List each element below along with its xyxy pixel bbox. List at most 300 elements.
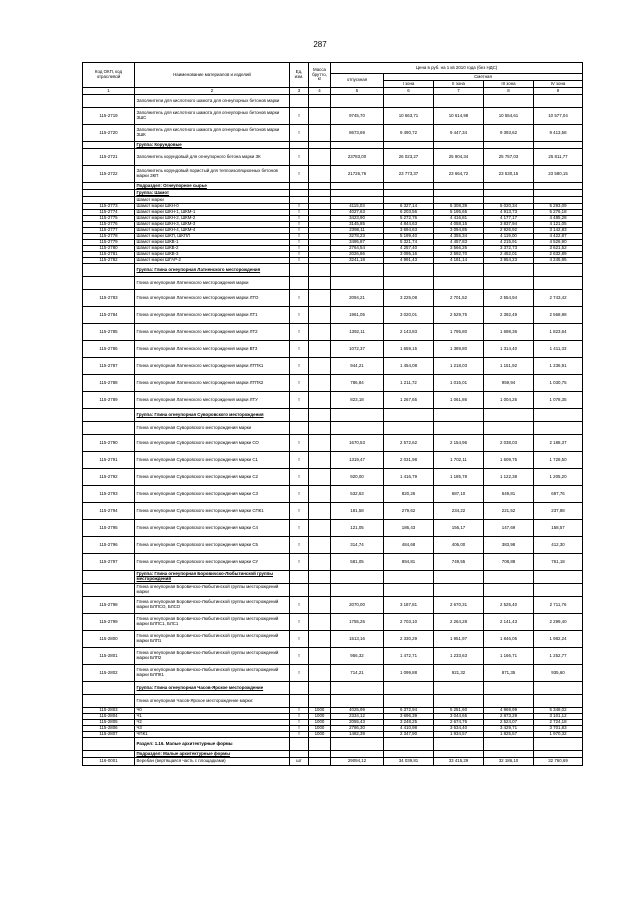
- row-price-zone-1: [384, 190, 434, 197]
- row-mass: [309, 584, 331, 597]
- row-price-zone-1: 1 099,88: [384, 665, 434, 682]
- row-price-release: 786,84: [331, 375, 384, 392]
- row-mass: [309, 358, 331, 375]
- row-price-zone-4: 697,76: [534, 486, 583, 503]
- row-name: Глина огнеупорная Суворовского месторождения марки С1: [135, 452, 290, 469]
- row-unit: т: [290, 537, 309, 554]
- row-price-zone-1: [384, 183, 434, 190]
- row-price-zone-3: 4 913,73: [484, 210, 534, 216]
- row-price-zone-1: 4 257,40: [384, 246, 434, 252]
- row-price-zone-1: 4 844,63: [384, 222, 434, 228]
- row-price-zone-3: [484, 738, 534, 751]
- row-code: [83, 584, 135, 597]
- row-price-zone-2: [434, 95, 484, 108]
- row-name: Глина огнеупорная Латненского месторождения марки ЛТ1: [135, 307, 290, 324]
- row-code: 115-2787: [83, 358, 135, 375]
- row-code: 115-2803: [83, 708, 135, 714]
- header-zone-1: I зона: [384, 81, 434, 88]
- row-unit: [290, 682, 309, 695]
- row-price-zone-2: 5 195,65: [434, 210, 484, 216]
- header-zone-4: IV зона: [534, 81, 583, 88]
- row-price-release: [331, 409, 384, 422]
- row-price-release: 1482,39: [331, 732, 384, 738]
- row-unit: т: [290, 726, 309, 732]
- row-price-zone-4: [534, 142, 583, 149]
- row-name: Глина огнеупорная Суворовского месторождения марки СО: [135, 435, 290, 452]
- table-row: [83, 125, 583, 142]
- row-price-zone-3: 2 038,03: [484, 435, 534, 452]
- column-index: 6: [384, 88, 434, 95]
- row-price-zone-2: [434, 695, 484, 708]
- row-price-zone-1: 6 203,56: [384, 210, 434, 216]
- row-mass: [309, 520, 331, 537]
- row-code: 115-2805: [83, 720, 135, 726]
- table-row: [83, 341, 583, 358]
- row-price-zone-2: 1 934,57: [434, 732, 484, 738]
- table-row: [83, 571, 583, 584]
- row-price-release: 181,58: [331, 503, 384, 520]
- row-price-zone-3: 4 119,00: [484, 234, 534, 240]
- row-code: 115-2782: [83, 258, 135, 264]
- row-price-zone-1: 4 991,43: [384, 258, 434, 264]
- row-mass: [309, 125, 331, 142]
- row-price-release: 1072,37: [331, 341, 384, 358]
- row-price-release: 3145,85: [331, 222, 384, 228]
- table-row: [83, 95, 583, 108]
- row-price-zone-4: 1 252,77: [534, 648, 583, 665]
- row-code: 115-2777: [83, 228, 135, 234]
- row-unit: т: [290, 520, 309, 537]
- header-unit: Ед. изм.: [290, 63, 309, 88]
- row-price-zone-4: 4 245,95: [534, 258, 583, 264]
- row-code: 115-2784: [83, 307, 135, 324]
- row-price-zone-3: 1 609,75: [484, 452, 534, 469]
- row-unit: т: [290, 108, 309, 125]
- row-price-release: [331, 584, 384, 597]
- column-index: 2: [135, 88, 290, 95]
- row-price-zone-3: 1 698,36: [484, 324, 534, 341]
- row-name: Группа: Корундовые: [135, 142, 290, 149]
- row-price-zone-4: [534, 264, 583, 277]
- row-price-zone-4: 2 188,37: [534, 435, 583, 452]
- row-price-zone-4: 5 348,02: [534, 708, 583, 714]
- row-price-zone-1: [384, 695, 434, 708]
- row-name: Подраздел: Малые архитектурные формы: [135, 751, 290, 758]
- row-mass: [309, 95, 331, 108]
- row-price-zone-3: [484, 422, 534, 435]
- row-price-zone-4: 5 276,18: [534, 210, 583, 216]
- row-unit: т: [290, 452, 309, 469]
- row-code: 116-0001: [83, 758, 135, 766]
- row-price-zone-2: 23 664,72: [434, 166, 484, 183]
- row-price-zone-1: 3 095,16: [384, 252, 434, 258]
- row-name: Глина огнеупорная Латненского месторождения марки ВТ3: [135, 341, 290, 358]
- row-price-release: [331, 95, 384, 108]
- table-row: [83, 190, 583, 197]
- row-price-zone-1: 6 327,14: [384, 204, 434, 210]
- row-price-zone-2: 687,10: [434, 486, 484, 503]
- row-price-zone-1: 4 410,98: [384, 726, 434, 732]
- row-price-zone-4: 761,18: [534, 554, 583, 571]
- row-price-zone-3: [484, 95, 534, 108]
- row-price-zone-2: 3 044,65: [434, 714, 484, 720]
- row-unit: т: [290, 648, 309, 665]
- row-unit: т: [290, 341, 309, 358]
- row-price-zone-2: 5 308,39: [434, 204, 484, 210]
- row-price-release: 4027,63: [331, 210, 384, 216]
- row-price-zone-3: 708,88: [484, 554, 534, 571]
- row-mass: [309, 422, 331, 435]
- row-price-zone-4: [534, 190, 583, 197]
- row-code: 115-2791: [83, 452, 135, 469]
- row-price-zone-3: 3 837,94: [484, 222, 534, 228]
- row-price-zone-4: 1 411,33: [534, 341, 583, 358]
- row-name: Глина огнеупорная Латненского месторождения марки ЛТО: [135, 290, 290, 307]
- row-price-release: 1961,05: [331, 307, 384, 324]
- row-mass: [309, 392, 331, 409]
- row-code: [83, 571, 135, 584]
- column-index: 4: [309, 88, 331, 95]
- row-price-zone-2: [434, 277, 484, 290]
- row-price-zone-4: 3 142,83: [534, 228, 583, 234]
- header-release: отпускная: [331, 74, 384, 88]
- row-price-release: 1319,47: [331, 452, 384, 469]
- row-price-release: 3241,18: [331, 258, 384, 264]
- row-mass: [309, 695, 331, 708]
- row-price-zone-2: 2 529,75: [434, 307, 484, 324]
- page-number: 287: [313, 40, 327, 49]
- table-row: [83, 358, 583, 375]
- header-zone-2: II зона: [434, 81, 484, 88]
- row-price-release: [331, 751, 384, 758]
- row-price-zone-1: 186,43: [384, 520, 434, 537]
- row-price-zone-3: 2 926,92: [484, 228, 534, 234]
- row-code: 115-2722: [83, 166, 135, 183]
- row-price-zone-2: [434, 142, 484, 149]
- row-unit: т: [290, 631, 309, 648]
- row-code: [83, 682, 135, 695]
- row-unit: т: [290, 597, 309, 614]
- row-unit: т: [290, 240, 309, 246]
- row-price-zone-3: 3 954,23: [484, 258, 534, 264]
- row-code: [83, 197, 135, 204]
- column-index: 5: [331, 88, 384, 95]
- row-code: 115-2786: [83, 341, 135, 358]
- row-price-zone-2: 4 416,81: [434, 216, 484, 222]
- table-row: [83, 422, 583, 435]
- row-name: Глина огнеупорная Часов-Ярское месторождение марки:: [135, 695, 290, 708]
- row-price-zone-3: [484, 571, 534, 584]
- row-price-zone-4: 3 701,83: [534, 726, 583, 732]
- row-code: 115-2792: [83, 469, 135, 486]
- row-price-zone-2: [434, 422, 484, 435]
- row-mass: [309, 264, 331, 277]
- row-unit: т: [290, 714, 309, 720]
- row-mass: [309, 409, 331, 422]
- row-price-release: 2334,12: [331, 714, 384, 720]
- row-price-release: [331, 264, 384, 277]
- row-price-zone-4: 32 760,69: [534, 758, 583, 766]
- row-name: Шамот марки ШКВ-3: [135, 252, 290, 258]
- row-price-release: 2055,43: [331, 720, 384, 726]
- row-unit: т: [290, 216, 309, 222]
- row-price-zone-3: 25 757,03: [484, 149, 534, 166]
- row-price-zone-2: 1 185,78: [434, 469, 484, 486]
- row-mass: [309, 554, 331, 571]
- row-price-zone-2: 3 566,26: [434, 246, 484, 252]
- row-code: 115-2774: [83, 210, 135, 216]
- row-mass: [309, 682, 331, 695]
- row-mass: [309, 758, 331, 766]
- row-mass: [309, 648, 331, 665]
- table-row: [83, 695, 583, 708]
- row-mass: 1000: [309, 726, 331, 732]
- row-mass: [309, 166, 331, 183]
- row-price-zone-2: [434, 190, 484, 197]
- row-mass: [309, 197, 331, 204]
- row-price-zone-1: [384, 409, 434, 422]
- row-name: Заполнитель для кислотного шамота для огнеупорных бетонов марки ЗШС: [135, 108, 290, 125]
- row-price-release: 29094,12: [331, 758, 384, 766]
- row-price-zone-3: 1 846,05: [484, 631, 534, 648]
- row-price-release: 8673,69: [331, 125, 384, 142]
- row-price-zone-3: 649,81: [484, 486, 534, 503]
- row-price-zone-4: 25 811,77: [534, 149, 583, 166]
- row-mass: [309, 452, 331, 469]
- table-row: [83, 452, 583, 469]
- row-code: 115-2793: [83, 486, 135, 503]
- table-row: [83, 758, 583, 766]
- row-price-release: 581,05: [331, 554, 384, 571]
- row-price-zone-1: 2 703,10: [384, 614, 434, 631]
- row-code: [83, 190, 135, 197]
- row-price-zone-3: 221,52: [484, 503, 534, 520]
- row-name: Глина огнеупорная Суворовского месторождения марки С2: [135, 469, 290, 486]
- row-price-zone-1: 3 020,01: [384, 307, 434, 324]
- row-price-release: 3278,23: [331, 234, 384, 240]
- row-code: 115-2790: [83, 435, 135, 452]
- row-price-zone-3: [484, 197, 534, 204]
- row-price-zone-4: [534, 183, 583, 190]
- row-mass: [309, 597, 331, 614]
- row-price-zone-4: 1 205,20: [534, 469, 583, 486]
- row-price-zone-1: 894,81: [384, 554, 434, 571]
- row-price-release: [331, 277, 384, 290]
- row-price-zone-4: 5 293,09: [534, 204, 583, 210]
- row-price-zone-3: [484, 695, 534, 708]
- row-price-release: 2094,21: [331, 290, 384, 307]
- row-price-zone-1: 23 773,37: [384, 166, 434, 183]
- row-code: 115-2721: [83, 149, 135, 166]
- row-unit: шт: [290, 758, 309, 766]
- row-price-zone-4: [534, 571, 583, 584]
- row-price-zone-1: 1 454,08: [384, 358, 434, 375]
- row-mass: [309, 738, 331, 751]
- table-row: [83, 738, 583, 751]
- row-unit: т: [290, 324, 309, 341]
- row-price-zone-4: 2 711,76: [534, 597, 583, 614]
- row-price-release: [331, 197, 384, 204]
- row-mass: [309, 751, 331, 758]
- row-price-zone-4: 158,57: [534, 520, 583, 537]
- row-name: ЧПК1: [135, 732, 290, 738]
- row-price-release: 2764,54: [331, 246, 384, 252]
- row-price-release: 532,63: [331, 486, 384, 503]
- row-unit: [290, 738, 309, 751]
- row-price-zone-3: 1 314,40: [484, 341, 534, 358]
- row-mass: [309, 324, 331, 341]
- row-price-zone-1: [384, 751, 434, 758]
- row-price-zone-1: 2 572,62: [384, 435, 434, 452]
- table-row: [83, 375, 583, 392]
- row-code: [83, 695, 135, 708]
- row-code: [83, 142, 135, 149]
- row-price-release: 1755,26: [331, 614, 384, 631]
- row-name: Заполнители для кислотного шамота для огнеупорных бетонов марки: [135, 95, 290, 108]
- row-unit: [290, 190, 309, 197]
- row-price-zone-3: [484, 584, 534, 597]
- row-price-release: 314,74: [331, 537, 384, 554]
- row-name: Глина огнеупорная Боровичско-Любытинской группы месторождений марки БЛП1: [135, 631, 290, 648]
- row-code: [83, 264, 135, 277]
- row-price-release: 21726,76: [331, 166, 384, 183]
- row-price-zone-4: [534, 197, 583, 204]
- row-unit: т: [290, 708, 309, 714]
- row-price-zone-1: 1 267,65: [384, 392, 434, 409]
- row-price-zone-2: 2 264,28: [434, 614, 484, 631]
- table-row: [83, 631, 583, 648]
- row-price-zone-2: 1 702,11: [434, 452, 484, 469]
- row-name: Заполнитель корундовый для огнеупорного бетона марки ЗК: [135, 149, 290, 166]
- row-price-zone-3: 1 166,71: [484, 648, 534, 665]
- row-price-release: 3495,87: [331, 240, 384, 246]
- row-unit: [290, 264, 309, 277]
- row-price-zone-3: 2 554,94: [484, 290, 534, 307]
- row-price-zone-3: [484, 142, 534, 149]
- table-row: [83, 392, 583, 409]
- row-price-zone-3: 2 525,40: [484, 597, 534, 614]
- row-price-release: 4025,99: [331, 708, 384, 714]
- row-price-zone-3: [484, 264, 534, 277]
- row-price-release: [331, 142, 384, 149]
- row-price-zone-2: 3 634,40: [434, 726, 484, 732]
- row-price-zone-1: 820,26: [384, 486, 434, 503]
- row-code: 115-2801: [83, 648, 135, 665]
- row-price-zone-4: [534, 409, 583, 422]
- row-mass: [309, 435, 331, 452]
- row-price-zone-3: 10 554,61: [484, 108, 534, 125]
- row-price-zone-1: [384, 197, 434, 204]
- row-name: Шамот марки ШКВ-2: [135, 246, 290, 252]
- column-index-row: [83, 88, 583, 95]
- row-unit: т: [290, 358, 309, 375]
- row-price-zone-4: 2 568,98: [534, 307, 583, 324]
- row-price-zone-1: 3 694,63: [384, 228, 434, 234]
- row-price-zone-2: 921,32: [434, 665, 484, 682]
- row-mass: [309, 149, 331, 166]
- row-price-zone-2: 2 674,76: [434, 720, 484, 726]
- row-price-zone-4: [534, 277, 583, 290]
- row-price-zone-4: [534, 95, 583, 108]
- row-code: 115-2783: [83, 290, 135, 307]
- row-price-zone-1: 3 187,81: [384, 597, 434, 614]
- row-unit: [290, 409, 309, 422]
- row-price-release: [331, 190, 384, 197]
- row-price-zone-3: 383,98: [484, 537, 534, 554]
- row-price-zone-4: 4 485,28: [534, 216, 583, 222]
- row-price-release: 1392,11: [331, 324, 384, 341]
- row-price-zone-2: 2 701,52: [434, 290, 484, 307]
- row-price-release: 2398,11: [331, 228, 384, 234]
- row-name: Глина огнеупорная Боровичско-Любытинской группы месторождений марки БЛПС1, БЛС1: [135, 614, 290, 631]
- row-price-zone-3: [484, 409, 534, 422]
- row-name: Веребан (вертящаяся часть с площадками): [135, 758, 290, 766]
- row-name: Шамот марки ШКВ-1: [135, 240, 290, 246]
- row-unit: т: [290, 503, 309, 520]
- row-unit: т: [290, 222, 309, 228]
- row-unit: [290, 584, 309, 597]
- row-unit: т: [290, 125, 309, 142]
- table-row: [83, 307, 583, 324]
- row-name: Шамот марки ШКН-3, ШКМ-3: [135, 222, 290, 228]
- row-mass: 1000: [309, 708, 331, 714]
- row-price-zone-4: 4 422,87: [534, 234, 583, 240]
- row-price-zone-3: 1 825,57: [484, 732, 534, 738]
- row-price-zone-2: 4 355,34: [434, 234, 484, 240]
- row-price-zone-1: 34 039,81: [384, 758, 434, 766]
- row-code: 115-2804: [83, 714, 135, 720]
- row-unit: т: [290, 166, 309, 183]
- row-name: Раздел: 1.16. Малые архитектурные формы: [135, 738, 290, 751]
- row-price-zone-2: 10 614,98: [434, 108, 484, 125]
- row-name: Глина огнеупорная Суворовского месторождения марки СПК1: [135, 503, 290, 520]
- row-code: 115-2781: [83, 252, 135, 258]
- row-price-zone-4: 2 724,18: [534, 720, 583, 726]
- row-price-zone-4: 2 299,40: [534, 614, 583, 631]
- row-code: 115-2796: [83, 537, 135, 554]
- row-price-zone-1: 10 663,71: [384, 108, 434, 125]
- row-unit: т: [290, 252, 309, 258]
- row-price-zone-4: 4 526,90: [534, 240, 583, 246]
- row-mass: [309, 503, 331, 520]
- row-price-zone-2: 1 389,80: [434, 341, 484, 358]
- row-price-zone-4: 237,88: [534, 503, 583, 520]
- row-price-zone-1: [384, 738, 434, 751]
- row-code: 115-2785: [83, 324, 135, 341]
- row-price-zone-2: 25 904,34: [434, 149, 484, 166]
- row-price-zone-3: 147,69: [484, 520, 534, 537]
- row-code: 115-2807: [83, 732, 135, 738]
- row-name: Шамот марки ШГАР-2: [135, 258, 290, 264]
- row-unit: т: [290, 486, 309, 503]
- row-price-zone-1: [384, 422, 434, 435]
- row-mass: [309, 142, 331, 149]
- row-price-zone-1: [384, 264, 434, 277]
- row-price-zone-2: 4 181,14: [434, 258, 484, 264]
- row-price-release: [331, 571, 384, 584]
- row-price-zone-4: 9 413,58: [534, 125, 583, 142]
- table-row: [83, 324, 583, 341]
- row-price-zone-2: [434, 584, 484, 597]
- row-code: [83, 95, 135, 108]
- row-mass: [309, 571, 331, 584]
- table-row: [83, 597, 583, 614]
- row-mass: [309, 486, 331, 503]
- table-row: [83, 435, 583, 452]
- row-price-zone-4: 2 743,42: [534, 290, 583, 307]
- row-price-zone-3: [484, 183, 534, 190]
- row-unit: т: [290, 290, 309, 307]
